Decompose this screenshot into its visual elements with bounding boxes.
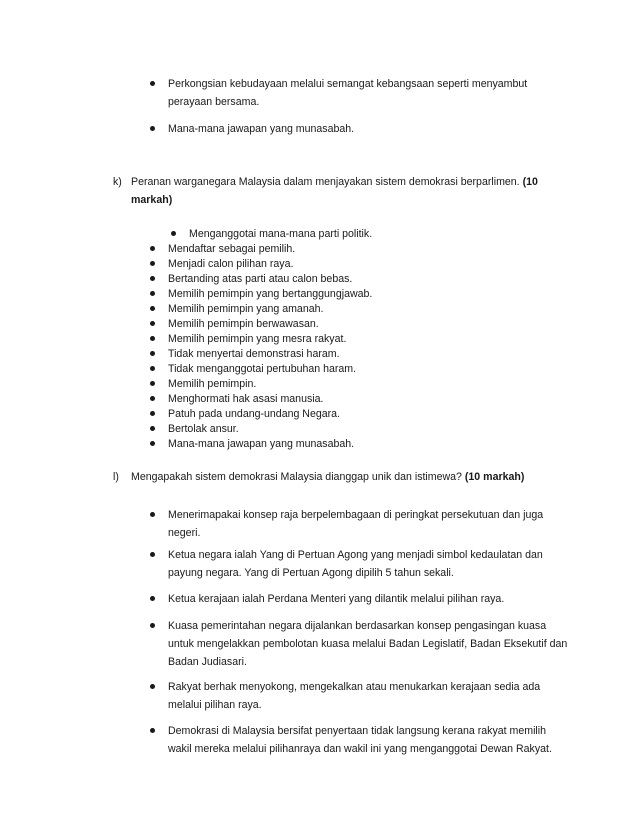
bullet-marker <box>171 231 176 236</box>
bullet-marker <box>150 336 155 341</box>
section-k-marks: (10 <box>522 176 538 188</box>
list-item: Bertanding atas parti atau calon bebas. <box>168 273 353 285</box>
bullet-marker <box>150 623 155 628</box>
bullet-marker <box>150 126 155 131</box>
section-l-question-text: Mengapakah sistem demokrasi Malaysia dianggap unik dan istimewa? <box>131 471 462 483</box>
list-item: Demokrasi di Malaysia bersifat penyertaan tidak langsung kerana rakyat memilih <box>168 725 547 737</box>
list-item: Menghormati hak asasi manusia. <box>168 393 324 405</box>
list-item: Memilih pemimpin yang amanah. <box>168 303 324 315</box>
section-k-question-text: Peranan warganegara Malaysia dalam menjayakan sistem demokrasi berparlimen. <box>131 176 520 188</box>
bullet-marker <box>150 684 155 689</box>
list-item: Memilih pemimpin yang mesra rakyat. <box>168 333 347 345</box>
bullet-marker <box>150 321 155 326</box>
bullet-marker <box>150 366 155 371</box>
bullet-marker <box>150 396 155 401</box>
list-item: wakil mereka melalui pilihanraya dan wakil ini yang menganggotai Dewan Rakyat. <box>168 743 552 755</box>
bullet-marker <box>150 246 155 251</box>
bullet-marker <box>150 596 155 601</box>
list-item: Menerimapakai konsep raja berpelembagaan di peringkat persekutuan dan juga <box>168 509 544 521</box>
bullet-marker <box>150 306 155 311</box>
list-item: Memilih pemimpin yang bertanggungjawab. <box>168 288 373 300</box>
section-k-marks-cont: markah) <box>131 194 173 206</box>
section-l-label: l) <box>113 471 119 483</box>
list-item: Bertolak ansur. <box>168 423 239 435</box>
list-item: Kuasa pemerintahan negara dijalankan berdasarkan konsep pengasingan kuasa <box>168 620 547 632</box>
bullet-marker <box>150 351 155 356</box>
section-l-marks: (10 markah) <box>464 471 525 483</box>
list-item: Tidak menganggotai pertubuhan haram. <box>168 363 357 375</box>
list-item: Rakyat berhak menyokong, mengekalkan atau menukarkan kerajaan sedia ada <box>168 681 541 693</box>
list-item: untuk mengelakkan pembolotan kuasa melalui Badan Legislatif, Badan Eksekutif dan <box>168 638 568 650</box>
bullet-marker <box>150 441 155 446</box>
bullet-text: perayaan bersama. <box>168 96 260 108</box>
bullet-text: Perkongsian kebudayaan melalui semangat kebangsaan seperti menyambut <box>168 78 528 90</box>
section-k-question <box>131 175 538 189</box>
list-item: payung negara. Yang di Pertuan Agong dipilih 5 tahun sekali. <box>168 567 454 579</box>
bullet-marker <box>150 276 155 281</box>
list-item: Mana-mana jawapan yang munasabah. <box>168 438 355 450</box>
bullet-marker <box>150 512 155 517</box>
list-item: Memilih pemimpin berwawasan. <box>168 318 319 330</box>
list-item: melalui pilihan raya. <box>168 699 262 711</box>
section-l-question <box>131 470 524 484</box>
section-k-label: k) <box>113 176 122 188</box>
list-item: Badan Judiasari. <box>168 656 247 668</box>
bullet-marker <box>150 426 155 431</box>
bullet-marker <box>150 81 155 86</box>
bullet-marker <box>150 728 155 733</box>
list-item: Mendaftar sebagai pemilih. <box>168 243 296 255</box>
list-item: Tidak menyertai demonstrasi haram. <box>168 348 340 360</box>
bullet-marker <box>150 261 155 266</box>
list-item: Patuh pada undang-undang Negara. <box>168 408 340 420</box>
list-item: Menjadi calon pilihan raya. <box>168 258 294 270</box>
bullet-marker <box>150 381 155 386</box>
bullet-marker <box>150 291 155 296</box>
bullet-marker <box>150 411 155 416</box>
list-item: negeri. <box>168 527 201 539</box>
list-item: Menganggotai mana-mana parti politik. <box>189 228 373 240</box>
list-item: Ketua kerajaan ialah Perdana Menteri yang dilantik melalui pilihan raya. <box>168 593 505 605</box>
bullet-text: Mana-mana jawapan yang munasabah. <box>168 123 355 135</box>
list-item: Ketua negara ialah Yang di Pertuan Agong yang menjadi simbol kedaulatan dan <box>168 549 543 561</box>
list-item: Memilih pemimpin. <box>168 378 257 390</box>
bullet-marker <box>150 552 155 557</box>
